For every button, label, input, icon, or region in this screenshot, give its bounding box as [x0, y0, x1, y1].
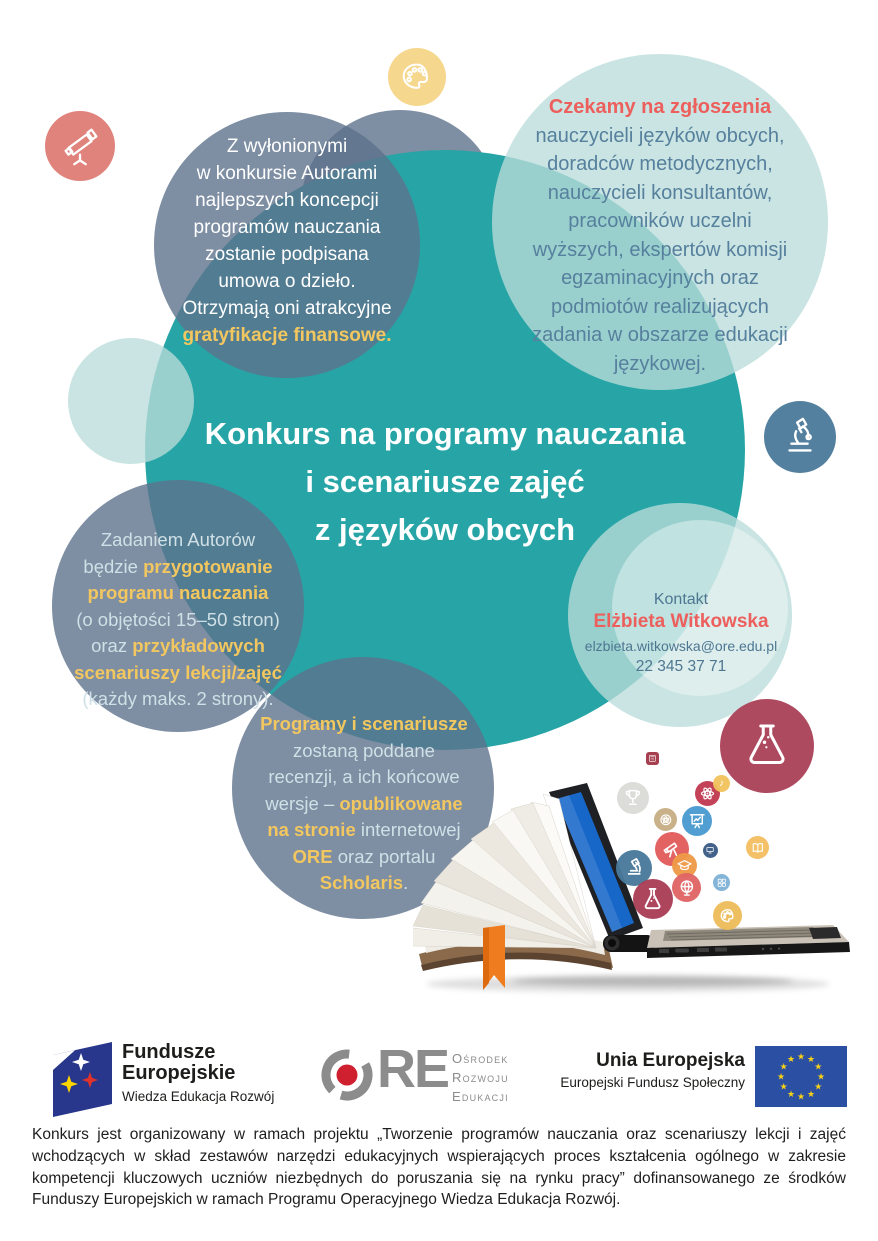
contact-label: Kontakt — [653, 591, 709, 608]
selection-line: umowa o dzieło. — [218, 271, 356, 292]
fundusze-line: Europejskie — [122, 1062, 236, 1084]
film-reel-badge — [654, 808, 677, 831]
task-highlight: scenariuszy lekcji/zajęć — [74, 661, 282, 683]
telescope-icon — [57, 123, 103, 169]
palette-icon — [397, 57, 437, 97]
publication-text: oraz portalu — [332, 845, 436, 867]
film-reel-icon — [658, 812, 674, 828]
task-bubble — [50, 527, 306, 713]
task-highlight: programu nauczania — [87, 582, 269, 603]
microscope-icon — [777, 414, 823, 460]
contact-email: elzbieta.witkowska@ore.edu.pl — [584, 638, 778, 654]
publication-highlight: opublikowane — [339, 792, 463, 814]
microscope-icon — [622, 856, 646, 880]
ore-subline: Ośrodek — [452, 1051, 509, 1066]
publication-text: wersje – — [265, 792, 340, 814]
selection-line: programów nauczania — [193, 217, 381, 238]
contact-name: Elżbieta Witkowska — [593, 611, 769, 632]
flask-icon — [639, 885, 666, 912]
applications-line: nauczycieli konsultantów, — [547, 181, 773, 204]
trophy-icon — [622, 787, 644, 809]
monitor-icon — [705, 845, 715, 855]
open-book-icon — [750, 840, 766, 856]
selection-line: w konkursie Autorami — [196, 163, 378, 184]
contact-block — [575, 591, 787, 676]
svg-text:★: ★ — [806, 1089, 816, 1100]
applications-heading: Czekamy na zgłoszenia — [548, 96, 772, 118]
ore-subline: Edukacji — [452, 1089, 509, 1104]
publication-text: internetowej — [355, 819, 461, 840]
selection-line: najlepszych koncepcji — [195, 190, 379, 211]
applications-line: doradców metodycznych, — [547, 153, 773, 175]
calculator-badge — [646, 752, 659, 765]
flask-small-badge — [633, 879, 673, 919]
selection-bubble — [155, 133, 419, 349]
ore-subline: Rozwoju — [452, 1070, 509, 1085]
svg-text:★: ★ — [806, 1055, 816, 1066]
applications-bubble — [505, 93, 815, 378]
task-line: (każdy maks. 2 strony). — [82, 688, 274, 709]
svg-text:★: ★ — [776, 1072, 786, 1083]
title-line: Konkurs na programy nauczania — [204, 416, 686, 451]
contact-phone: 22 345 37 71 — [635, 658, 727, 675]
monitor-badge — [703, 843, 718, 858]
selection-line: Z wyłonionymi — [226, 136, 348, 157]
grid-icon — [716, 877, 728, 889]
fundusze-subline: Wiedza Edukacja Rozwój — [122, 1089, 275, 1104]
fundusze-europejskie-logo-text — [122, 1042, 274, 1104]
music-note-badge — [713, 775, 730, 792]
applications-line: podmiotów realizujących — [551, 295, 769, 318]
telescope-badge — [45, 111, 115, 181]
ore-logo-letters: RE — [377, 1039, 449, 1099]
task-text: oraz — [91, 635, 133, 656]
flask-icon — [737, 716, 797, 776]
svg-text:★: ★ — [814, 1082, 823, 1093]
task-line: Zadaniem Autorów — [100, 529, 256, 550]
publication-line: zostaną poddane — [293, 739, 435, 761]
applications-line: egzaminacyjnych oraz — [561, 267, 759, 289]
task-line — [50, 633, 306, 660]
eu-subline: Europejski Fundusz Społeczny — [560, 1075, 745, 1090]
calculator-icon — [648, 754, 657, 763]
svg-text:★: ★ — [786, 1089, 796, 1100]
presentation-chart-badge — [682, 806, 712, 836]
ore-logo-mark — [318, 1046, 376, 1104]
presentation-chart-icon — [687, 811, 707, 831]
eu-flag — [755, 1046, 847, 1107]
task-line — [50, 554, 306, 581]
publication-highlight: ORE — [292, 845, 333, 867]
globe-badge — [672, 873, 701, 902]
publication-highlight: na stronie — [267, 819, 356, 840]
applications-line: pracowników uczelni — [568, 210, 752, 232]
trophy-badge — [617, 782, 649, 814]
open-book-badge — [746, 836, 769, 859]
selection-line: zostanie podpisana — [205, 244, 369, 265]
task-line: (o objętości 15–50 stron) — [76, 608, 280, 630]
publication-text: . — [403, 872, 409, 893]
graduation-cap-icon — [676, 857, 693, 874]
selection-highlight: gratyfikacje finansowe. — [182, 325, 392, 346]
eu-logo-text — [520, 1050, 745, 1090]
title-line: z języków obcych — [314, 512, 576, 547]
grid-badge — [713, 874, 730, 891]
svg-text:★: ★ — [814, 1062, 823, 1073]
ore-logo-subtext — [452, 1049, 509, 1106]
applications-line: nauczycieli języków obcych, — [535, 124, 785, 147]
applications-line: zadania w obszarze edukacji — [532, 324, 788, 346]
task-highlight: przygotowanie — [143, 555, 273, 577]
fundusze-line: Fundusze — [122, 1041, 216, 1063]
microscope-badge — [764, 401, 836, 473]
footer-paragraph: Konkurs jest organizowany w ramach projektu „Tworzenie programów nauczania oraz scenariuszy lekcji i zajęć wchodzących w skład zestawów narzędzi edukacyjnych wspierających proces kształcenia ogólnego w zakresie kompetencji kluczowych uczniów niezbędnych do poruszania się na rynku pracy” dofinansowanego ze środków Funduszy Europejskich w ramach Programu Operacyjnego Wiedza Edukacja Rozwój. — [32, 1126, 846, 1209]
svg-text:★: ★ — [816, 1072, 826, 1083]
svg-text:★: ★ — [779, 1082, 788, 1093]
applications-line: językowej. — [613, 352, 707, 375]
task-highlight: przykładowych — [132, 635, 265, 656]
palette-badge — [388, 48, 446, 106]
task-text: będzie — [83, 555, 144, 577]
publication-line: recenzji, a ich końcowe — [268, 766, 460, 787]
globe-icon — [677, 878, 697, 898]
publication-highlight: Scholaris — [319, 872, 404, 893]
selection-line: Otrzymają oni atrakcyjne — [182, 298, 392, 319]
palette-small-badge — [713, 901, 742, 930]
svg-text:★: ★ — [779, 1062, 788, 1073]
publication-highlight: Programy i scenariusze — [260, 713, 468, 734]
music-note-icon: ♪ — [719, 777, 724, 789]
palette-icon — [718, 906, 738, 926]
svg-text:★: ★ — [796, 1092, 806, 1103]
svg-text:★: ★ — [796, 1052, 806, 1063]
eu-line: Unia Europejska — [596, 1050, 745, 1071]
svg-text:★: ★ — [786, 1055, 796, 1066]
applications-line: wyższych, ekspertów komisji — [532, 238, 788, 261]
title-line: i scenariusze zajęć — [305, 464, 585, 499]
fundusze-europejskie-flag-logo — [48, 1038, 118, 1118]
